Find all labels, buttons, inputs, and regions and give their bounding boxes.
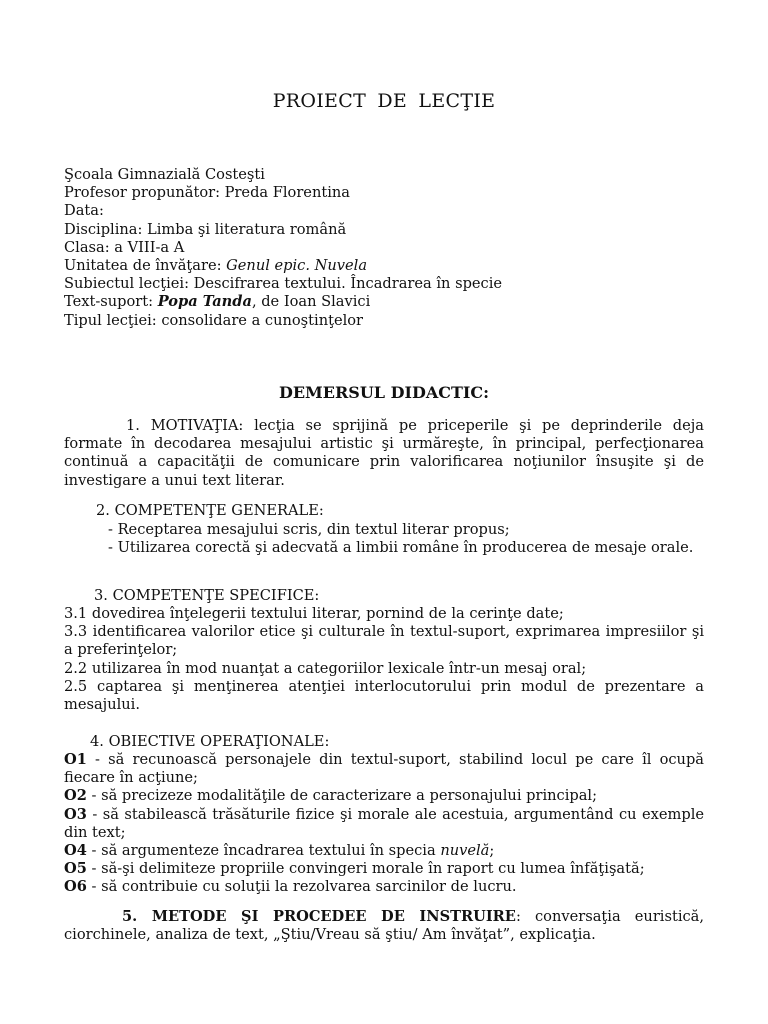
list-item <box>64 860 704 878</box>
obiective-heading: 4. OBIECTIVE OPERAŢIONALE: <box>90 733 330 750</box>
metode-label: 5. METODE ŞI PROCEDEE DE INSTRUIRE <box>122 908 516 925</box>
list-item <box>64 806 704 842</box>
list-item: 3.3 identificarea valorilor etice şi culturale în textul-suport, exprimarea impresiilor şi a preferinţelor; <box>64 623 704 659</box>
document-title: PROIECT DE LECŢIE <box>272 90 496 112</box>
objective-text: - să argumenteze încadrarea textului în specia <box>86 842 441 860</box>
list-item <box>64 842 704 860</box>
objective-code: O4 <box>64 842 87 860</box>
section-metode <box>64 908 704 944</box>
obiective-list <box>64 751 704 897</box>
competente-generale-heading: 2. COMPETENŢE GENERALE: <box>96 502 324 519</box>
objective-text: - să contribuie cu soluţii la rezolvarea sarcinilor de lucru. <box>86 878 517 896</box>
info-support-title: Popa Tanda <box>157 293 252 311</box>
info-type: Tipul lecţiei: consolidare a cunoştinţelor <box>64 311 364 329</box>
list-item <box>64 751 704 787</box>
info-date: Data: <box>64 202 104 220</box>
section-motivatia <box>64 417 704 490</box>
info-teacher: Profesor propunător: Preda Florentina <box>64 184 350 202</box>
objective-text: - să-şi delimiteze propriile convingeri morale în raport cu lumea înfăţişată; <box>86 860 645 878</box>
competente-specifice-heading: 3. COMPETENŢE SPECIFICE: <box>94 587 320 604</box>
info-class: Clasa: a VIII-a A <box>64 238 185 256</box>
list-item: - Utilizarea corectă şi adecvată a limbii române în producerea de mesaje orale. <box>108 539 694 557</box>
info-subject: Subiectul lecţiei: Descifrarea textului. Încadrarea în specie <box>64 275 503 293</box>
info-unit-value: Genul epic. Nuvela <box>226 257 368 275</box>
list-item <box>64 787 704 805</box>
list-item: - Receptarea mesajului scris, din textul literar propus; <box>108 521 510 538</box>
objective-text: - să recunoască personajele din textul-suport, stabilind locul pe care îl ocupă fiecare în acţiune; <box>64 751 704 787</box>
info-school: Şcoala Gimnazială Costeşti <box>64 166 265 183</box>
list-item: 2.2 utilizarea în mod nuanţat a categoriilor lexicale într-un mesaj oral; <box>64 659 587 677</box>
objective-code: O3 <box>64 805 87 823</box>
demers-heading: DEMERSUL DIDACTIC: <box>278 383 489 402</box>
info-support-rest: , de Ioan Slavici <box>251 293 371 311</box>
info-unit-label: Unitatea de învăţare: <box>64 257 227 275</box>
objective-code: O5 <box>64 860 87 878</box>
objective-text: - să precizeze modalităţile de caracterizare a personajului principal; <box>86 787 597 805</box>
motivatia-label: MOTIVAŢIA <box>150 417 239 434</box>
objective-code: O1 <box>64 751 87 768</box>
info-support-label: Text-suport: <box>64 293 158 311</box>
objective-code: O6 <box>64 878 87 896</box>
list-item: 3.1 dovedirea înţelegerii textului literar, pornind de la cerinţe date; <box>64 605 564 622</box>
objective-text: - să stabilească trăsăturile fizice şi morale ale acestuia, argumentând cu exemple din text; <box>64 805 704 841</box>
competente-generale-list <box>64 521 704 557</box>
info-discipline: Disciplina: Limba şi literatura română <box>64 220 347 238</box>
info-unit <box>64 257 704 275</box>
competente-specifice-list <box>64 605 704 714</box>
lesson-info <box>64 166 704 330</box>
motivatia-num: 1. <box>126 417 140 434</box>
objective-italic: nuvelă <box>440 842 490 860</box>
list-item <box>64 878 704 896</box>
objective-code: O2 <box>64 787 87 805</box>
motivatia-text: : lecţia se sprijină pe priceperile şi pe deprinderile deja formate în decodarea mesajului artistic şi urmăreşte, în principal, perfecţionarea continuă a capacităţii de comunicare prin valorificarea noţiunilor însuşite şi de investigare a unui text literar. <box>64 417 704 489</box>
objective-after: ; <box>489 842 495 860</box>
info-support <box>64 293 704 311</box>
list-item: 2.5 captarea şi menţinerea atenţiei interlocutorului prin modul de prezentare a mesajului. <box>64 677 704 714</box>
metode-text: : conversaţia euristică, ciorchinele, analiza de text, „Ştiu/Vreau să ştiu/ Am învăţat”, explicaţia. <box>64 908 705 944</box>
